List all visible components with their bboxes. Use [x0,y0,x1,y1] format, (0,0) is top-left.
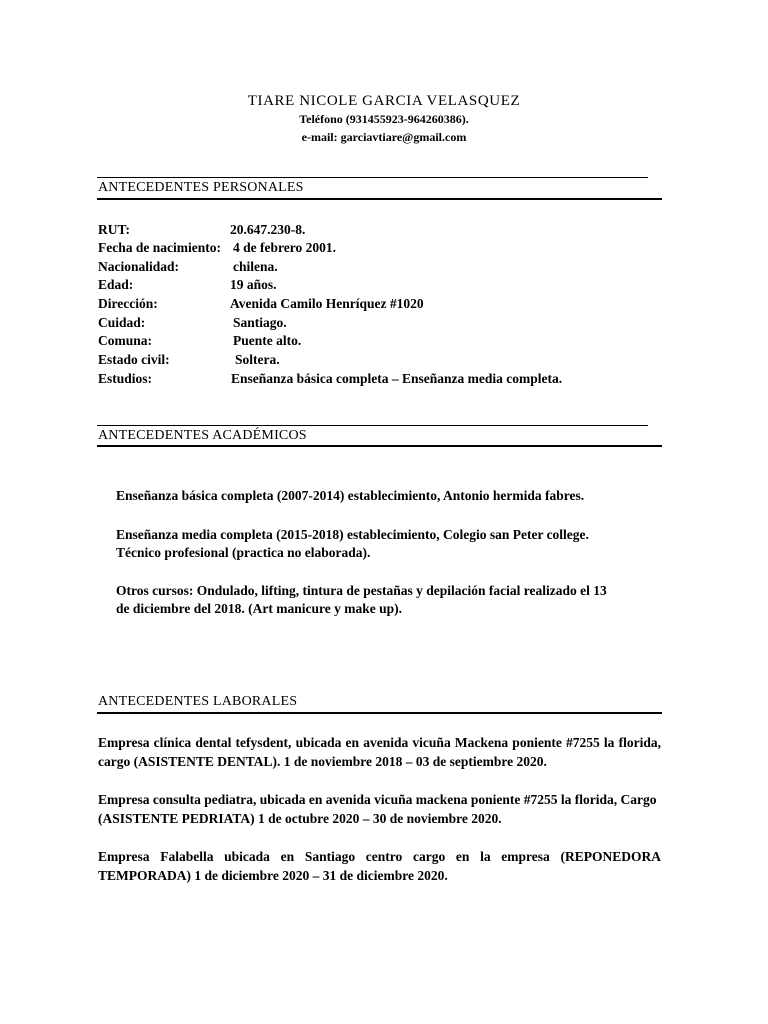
detail-row [98,240,658,258]
detail-row [98,296,658,314]
phone-line: Teléfono (931455923-964260386). [299,112,469,126]
detail-value: 4 de febrero 2001. [233,240,336,255]
detail-value: 20.647.230-8. [230,222,306,237]
detail-value: chilena. [233,259,278,274]
detail-value: Soltera. [235,352,280,367]
section-underline [97,712,662,714]
detail-label: Cuidad: [98,315,146,330]
job-entry: Empresa consulta pediatra, ubicada en avenida vicuña mackena poniente #7255 la florida, Cargo (ASISTENTE PEDRIATA) 1 de octubre 2020 – 30 de noviembre 2020. [98,792,657,826]
job-entry: Empresa clínica dental tefysdent, ubicada en avenida vicuña Mackena poniente #7255 la florida, cargo (ASISTENTE DENTAL). 1 de noviembre 2018 – 03 de septiembre 2020. [98,735,661,769]
detail-label: Comuna: [98,333,153,348]
email-line: e-mail: garciavtiare@gmail.com [301,130,467,144]
detail-row [98,315,658,333]
personal-section-title: ANTECEDENTES PERSONALES [98,180,304,195]
detail-value: Santiago. [233,315,287,330]
media-education-line: Enseñanza media completa (2015-2018) establecimiento, Colegio san Peter college. [116,527,589,542]
detail-label: Dirección: [98,296,158,311]
academic-section-title: ANTECEDENTES ACADÉMICOS [98,428,307,443]
detail-row [98,259,658,277]
detail-label: Fecha de nacimiento: [98,240,221,255]
section-divider [97,177,648,178]
job-entry: Empresa Falabella ubicada en Santiago centro cargo en la empresa (REPONEDORA TEMPORADA) 1 de diciembre 2020 – 31 de diciembre 2020. [98,849,661,883]
basic-education-line: Enseñanza básica completa (2007-2014) establecimiento, Antonio hermida fabres. [116,488,585,503]
courses-line: Otros cursos: Ondulado, lifting, tintura de pestañas y depilación facial realizado el 13 [116,583,607,598]
detail-row [98,371,658,389]
detail-label: Nacionalidad: [98,259,180,274]
detail-label: Estado civil: [98,352,170,367]
detail-value: Avenida Camilo Henríquez #1020 [230,296,424,311]
technical-line: Técnico profesional (practica no elaborada). [116,545,371,560]
detail-label: Estudios: [98,371,153,386]
detail-value: Enseñanza básica completa – Enseñanza media completa. [231,371,563,386]
detail-row [98,222,658,240]
candidate-name: TIARE NICOLE GARCIA VELASQUEZ [247,93,521,109]
section-underline [97,445,662,447]
detail-value: 19 años. [230,277,277,292]
detail-label: RUT: [98,222,130,237]
section-divider [97,425,648,426]
detail-label: Edad: [98,277,134,292]
work-section-title: ANTECEDENTES LABORALES [98,694,298,709]
courses-line-cont: de diciembre del 2018. (Art manicure y make up). [116,601,402,616]
detail-row [98,333,658,351]
section-underline [97,198,662,200]
detail-row [98,352,658,370]
detail-row [98,277,658,295]
detail-value: Puente alto. [233,333,302,348]
